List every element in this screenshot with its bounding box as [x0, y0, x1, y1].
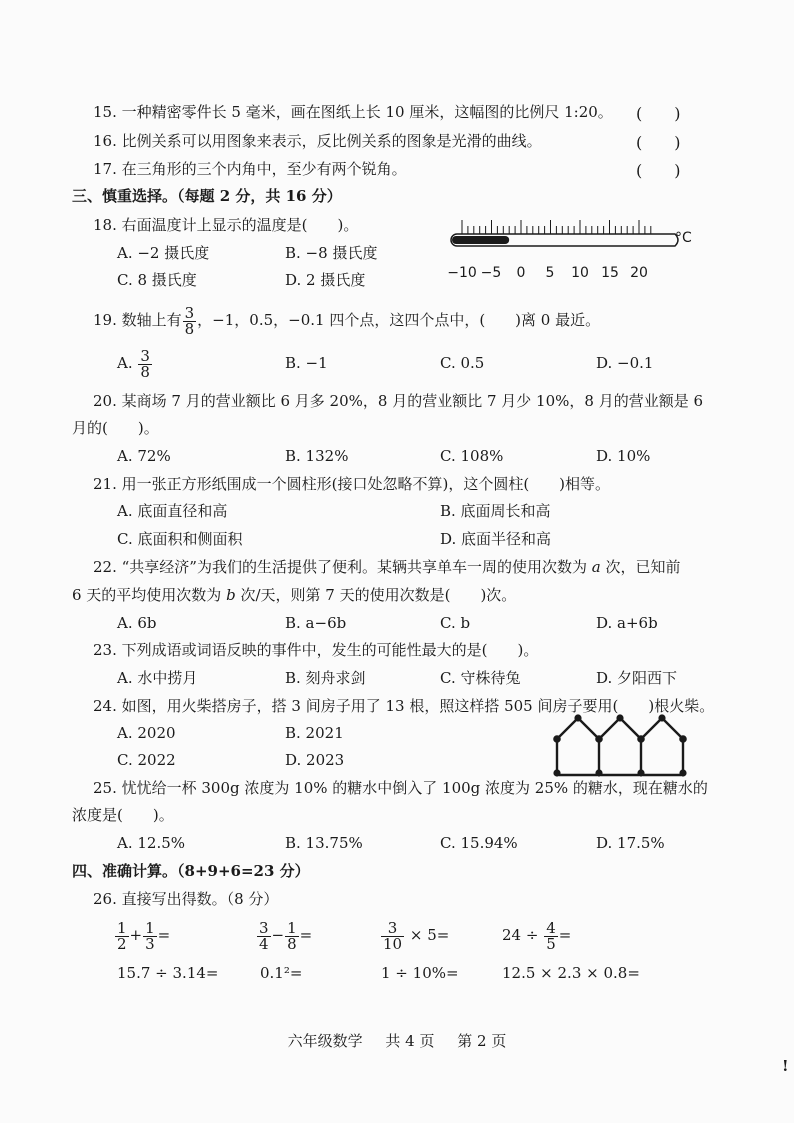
- q20-option-c[interactable]: C. 108%: [440, 447, 504, 465]
- q25-option-b[interactable]: B. 13.75%: [285, 834, 363, 852]
- question-26-text: 26. 直接写出得数。（8 分）: [93, 890, 279, 908]
- q21-option-a[interactable]: A. 底面直径和高: [117, 502, 228, 520]
- question-25-line1: 25. 忧忧给一杯 300g 浓度为 10% 的糖水中倒入了 100g 浓度为 25% 的糖水，现在糖水的: [93, 779, 708, 797]
- q19-prefix: 19. 数轴上有: [93, 311, 182, 329]
- q25-option-a[interactable]: A. 12.5%: [117, 834, 186, 852]
- q24-option-c[interactable]: C. 2022: [117, 751, 176, 769]
- tick-label-10: 10: [571, 265, 589, 281]
- question-22-line1: 22. “共享经济”为我们的生活提供了便利。某辆共享单车一周的使用次数为 a 次，已知前: [93, 558, 681, 576]
- q25-option-c[interactable]: C. 15.94%: [440, 834, 518, 852]
- question-25-line2: 浓度是( )。: [72, 806, 174, 824]
- q22-option-d[interactable]: D. a+6b: [596, 614, 658, 632]
- q24-option-b[interactable]: B. 2021: [285, 724, 344, 742]
- q22-option-c[interactable]: C. b: [440, 614, 471, 632]
- q18-option-a[interactable]: A. −2 摄氏度: [117, 244, 210, 262]
- expression-1: $\frac{1}{2}$ + $\frac{1}{3}$ =: [117, 918, 171, 953]
- expression-5: 15.7 ÷ 3.14=: [117, 964, 219, 982]
- thermometer-figure: [445, 212, 695, 287]
- margin-mark: !: [782, 1057, 789, 1075]
- q19-suffix: ，−1，0.5，−0.1 四个点，这四个点中，( )离 0 最近。: [197, 311, 601, 329]
- question-23-text: 23. 下列成语或词语反映的事件中，发生的可能性最大的是( )。: [93, 641, 539, 659]
- q18-option-b[interactable]: B. −8 摄氏度: [285, 244, 378, 262]
- question-21-text: 21. 用一张正方形纸围成一个圆柱形(接口处忽略不算)，这个圆柱( )相等。: [93, 475, 611, 493]
- page-footer: [0, 1030, 794, 1051]
- q22-option-a[interactable]: A. 6b: [117, 614, 157, 632]
- footer-subject: 六年级数学: [287, 1032, 363, 1050]
- question-24-text: 24. 如图，用火柴搭房子，搭 3 间房子用了 13 根，照这样搭 505 间房子要用( )根火柴。: [93, 697, 715, 715]
- thermometer-mercury: [452, 236, 509, 244]
- question-16-text: 16. 比例关系可以用图象来表示，反比例关系的图象是光滑的曲线。: [93, 132, 542, 150]
- matchstick-houses-figure: [552, 712, 702, 780]
- answer-blank-17[interactable]: ( ): [636, 161, 681, 180]
- variable-b: b: [226, 586, 236, 604]
- q23-option-b[interactable]: B. 刻舟求剑: [285, 669, 366, 687]
- q23-option-c[interactable]: C. 守株待兔: [440, 669, 521, 687]
- answer-blank-15[interactable]: ( ): [636, 104, 681, 123]
- tick-label-5: 5: [545, 265, 555, 281]
- tick-label-20: 20: [630, 265, 648, 281]
- q24-option-a[interactable]: A. 2020: [117, 724, 176, 742]
- q20-option-d[interactable]: D. 10%: [596, 447, 651, 465]
- question-20-line2: 月的( )。: [72, 419, 159, 437]
- variable-a: a: [591, 558, 601, 576]
- tick-label-0: 0: [516, 265, 526, 281]
- question-19-text: [93, 303, 600, 337]
- question-22-line2: 6 天的平均使用次数为 b 次/天，则第 7 天的使用次数是( )次。: [72, 586, 517, 604]
- q18-option-c[interactable]: C. 8 摄氏度: [117, 271, 197, 289]
- answer-blank-16[interactable]: ( ): [636, 133, 681, 152]
- q25-option-d[interactable]: D. 17.5%: [596, 834, 665, 852]
- tick-label-minus5: −5: [480, 265, 502, 281]
- q23-option-d[interactable]: D. 夕阳西下: [596, 669, 678, 687]
- q19-option-d[interactable]: D. −0.1: [596, 354, 654, 372]
- q19-option-b[interactable]: B. −1: [285, 354, 328, 372]
- q21-option-d[interactable]: D. 底面半径和高: [440, 530, 552, 548]
- section-4-heading: 四、准确计算。（8+9+6=23 分）: [72, 862, 310, 880]
- thermometer-tick-labels: [447, 265, 648, 281]
- expression-6: 0.1²=: [260, 964, 303, 982]
- tick-label-minus10: −10: [447, 265, 477, 281]
- q21-option-c[interactable]: C. 底面积和侧面积: [117, 530, 243, 548]
- expression-2: $\frac{3}{4}$ − $\frac{1}{8}$ =: [259, 918, 313, 953]
- q24-option-d[interactable]: D. 2023: [285, 751, 345, 769]
- footer-total-pages: 共 4 页: [385, 1032, 435, 1050]
- q19-fraction: $\frac{3}{8}$: [184, 303, 195, 338]
- expression-7: 1 ÷ 10%=: [381, 964, 459, 982]
- q21-option-b[interactable]: B. 底面周长和高: [440, 502, 551, 520]
- expression-8: 12.5 × 2.3 × 0.8=: [502, 964, 640, 982]
- q19-option-c[interactable]: C. 0.5: [440, 354, 485, 372]
- question-18-text: 18. 右面温度计上显示的温度是( )。: [93, 216, 359, 234]
- q19-option-a[interactable]: A. $\frac{3}{8}$: [117, 346, 150, 381]
- expression-4: 24 ÷ $\frac{4}{5}$ =: [502, 918, 572, 953]
- q20-option-b[interactable]: B. 132%: [285, 447, 349, 465]
- tick-label-15: 15: [601, 265, 619, 281]
- section-3-heading: 三、慎重选择。（每题 2 分，共 16 分）: [72, 187, 342, 205]
- question-17-text: 17. 在三角形的三个内角中，至少有两个锐角。: [93, 160, 407, 178]
- q20-option-a[interactable]: A. 72%: [117, 447, 171, 465]
- q23-option-a[interactable]: A. 水中捞月: [117, 669, 198, 687]
- question-20-line1: 20. 某商场 7 月的营业额比 6 月多 20%，8 月的营业额比 7 月少 10%，8 月的营业额是 6: [93, 392, 704, 410]
- expression-3: $\frac{3}{10}$ × 5=: [383, 918, 450, 953]
- thermometer-tick-marks: [462, 220, 651, 234]
- q18-option-d[interactable]: D. 2 摄氏度: [285, 271, 366, 289]
- question-15-text: 15. 一种精密零件长 5 毫米，画在图纸上长 10 厘米，这幅图的比例尺 1:20。: [93, 103, 613, 121]
- q22-option-b[interactable]: B. a−6b: [285, 614, 347, 632]
- footer-page-number: 第 2 页: [457, 1032, 507, 1050]
- thermometer-unit: °C: [675, 230, 692, 246]
